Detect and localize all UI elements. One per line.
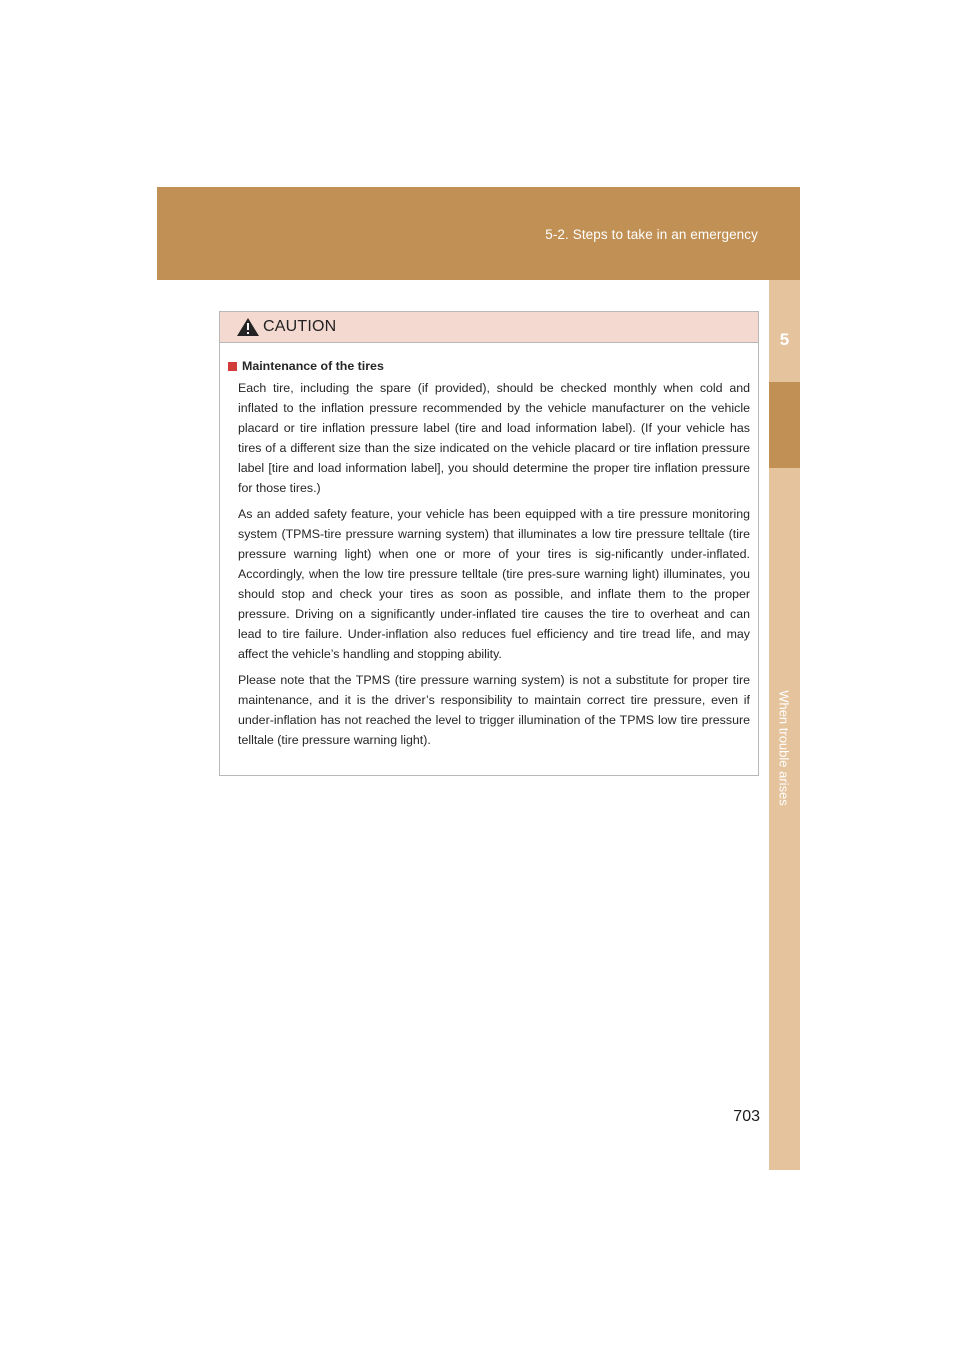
page-header-band [157, 187, 800, 280]
page-number: 703 [733, 1108, 760, 1125]
maintenance-subheading [228, 356, 750, 376]
caution-header [220, 312, 758, 343]
caution-body [220, 343, 758, 750]
caution-label: CAUTION [263, 318, 337, 335]
chapter-title-container [772, 660, 796, 835]
chapter-title: When trouble arises [776, 689, 792, 806]
square-bullet-icon [228, 362, 237, 371]
warning-triangle-icon [236, 317, 260, 337]
subheading-text: Maintenance of the tires [242, 359, 384, 373]
chapter-number: 5 [779, 330, 790, 349]
paragraph-monthly-check: Each tire, including the spare (if provided), should be checked monthly when cold and inflated to the inflation pressure recommended by the vehicle manufacturer on the vehicle placard or tire inflation pressure label (tire and load information label). (If your vehicle has tires of a different size than the size indicated on the vehicle placard or tire inflation pressure label [tire and load information label], you should determine the proper tire inflation pressure for those tires.) [238, 381, 750, 495]
section-title: 5-2. Steps to take in an emergency [545, 227, 758, 242]
active-chapter-marker [769, 382, 800, 468]
caution-box [219, 311, 759, 776]
paragraph-tpms-note: Please note that the TPMS (tire pressure warning system) is not a substitute for proper tire maintenance, and it is the driver’s responsibility to maintain correct tire pressure, even if under-inflation has not reached the level to trigger illumination of the TPMS low tire pressure telltale (tire pressure warning light). [238, 673, 750, 747]
chapter-side-tab [769, 280, 800, 1170]
paragraph-tpms-description: As an added safety feature, your vehicle has been equipped with a tire pressure monitoring system (TPMS-tire pressure warning system) that illuminates a low tire pressure telltale (tire pressure warning light) when one or more of your tires is sig-nificantly under-inflated. Accordingly, when the low tire pressure telltale (tire pres-sure warning light) illuminates, you should stop and check your tires as soon as possible, and inflate them to the proper pressure. Driving on a significantly under-inflated tire causes the tire to overheat and can lead to tire failure. Under-inflation also reduces fuel efficiency and tire tread life, and may affect the vehicle’s handling and stopping ability. [238, 507, 750, 661]
